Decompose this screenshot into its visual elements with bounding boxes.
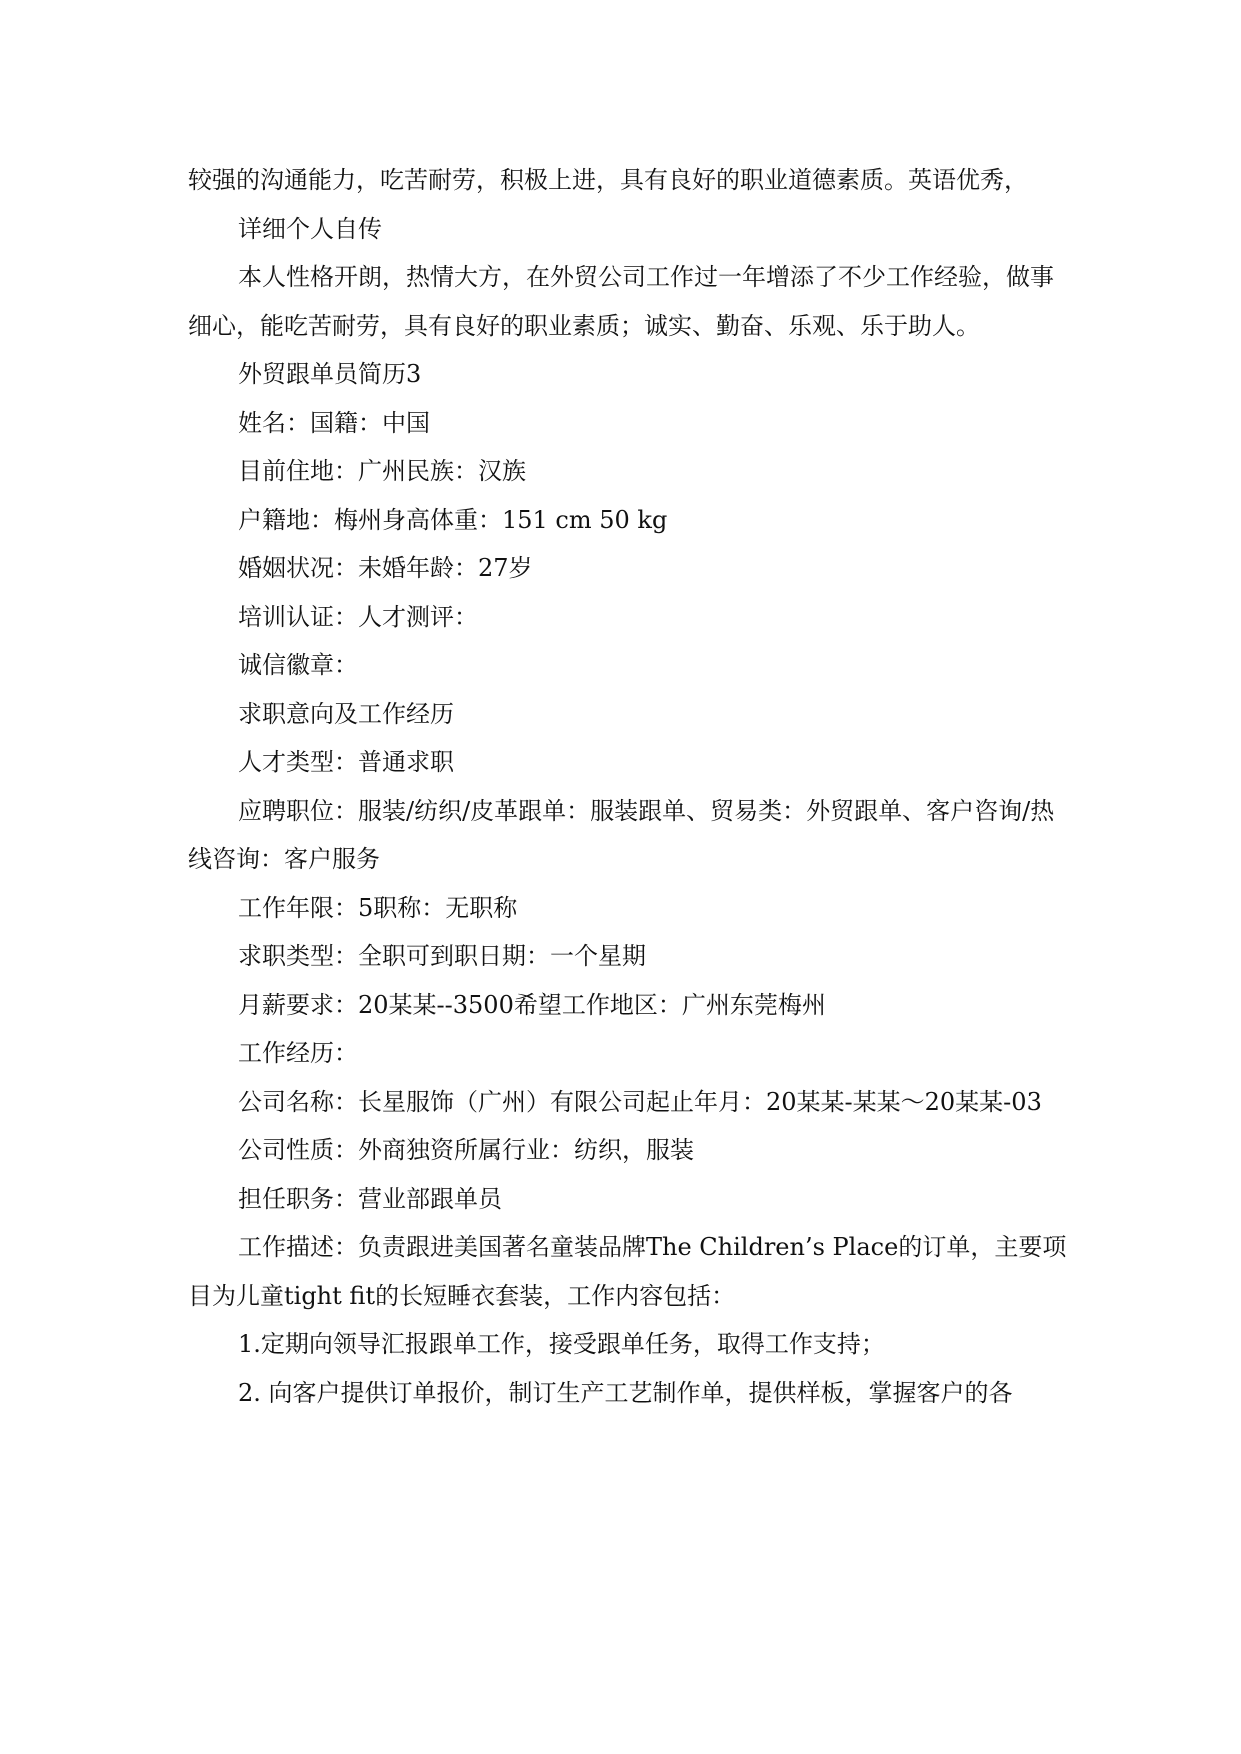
paragraph-10: 诚信徽章： [238,651,358,679]
paragraph-13: 应聘职位：服装/纺织/皮革跟单：服装跟单、贸易类：外贸跟单、客户咨询/热线咨询：客户服务 [188,796,1055,873]
paragraph-6: 目前住地：广州民族：汉族 [238,457,526,485]
paragraph-23: 2. 向客户提供订单报价，制订生产工艺制作单，提供样板，掌握客户的各 [238,1378,1013,1407]
paragraph-17: 工作经历： [238,1039,358,1067]
paragraph-20: 担任职务：营业部跟单员 [238,1184,502,1213]
paragraph-4: 外贸跟单员简历3 [238,360,422,388]
paragraph-21: 工作描述：负责跟进美国著名童装品牌The Children’s Place的订单，主要项目为儿童tight fit的长短睡衣套装，工作内容包括： [188,1233,1067,1310]
paragraph-1: 较强的沟通能力，吃苦耐劳，积极上进，具有良好的职业道德素质。英语优秀， [188,166,1028,194]
paragraph-16: 月薪要求：20某某--3500希望工作地区：广州东莞梅州 [238,990,826,1019]
paragraph-12: 人才类型：普通求职 [238,748,454,776]
paragraph-18: 公司名称：长星服饰（广州）有限公司起止年月：20某某-某某～20某某-03 [238,1087,1042,1116]
paragraph-15: 求职类型：全职可到职日期：一个星期 [238,942,646,970]
paragraph-7: 户籍地：梅州身高体重：151 cm 50 kg [238,505,668,534]
paragraph-8: 婚姻状况：未婚年龄：27岁 [238,554,533,582]
paragraph-3: 本人性格开朗，热情大方，在外贸公司工作过一年增添了不少工作经验，做事细心，能吃苦耐劳，具有良好的职业素质；诚实、勤奋、乐观、乐于助人。 [188,263,1054,340]
paragraph-22: 1.定期向领导汇报跟单工作，接受跟单任务，取得工作支持； [238,1330,885,1358]
paragraph-14: 工作年限：5职称：无职称 [238,893,518,922]
document-body [188,156,1068,1417]
paragraph-11: 求职意向及工作经历 [238,699,454,728]
paragraph-19: 公司性质：外商独资所属行业：纺织，服装 [238,1136,694,1164]
paragraph-9: 培训认证：人才测评： [238,602,478,631]
paragraph-2: 详细个人自传 [238,214,382,243]
paragraph-5: 姓名：国籍：中国 [238,408,430,437]
